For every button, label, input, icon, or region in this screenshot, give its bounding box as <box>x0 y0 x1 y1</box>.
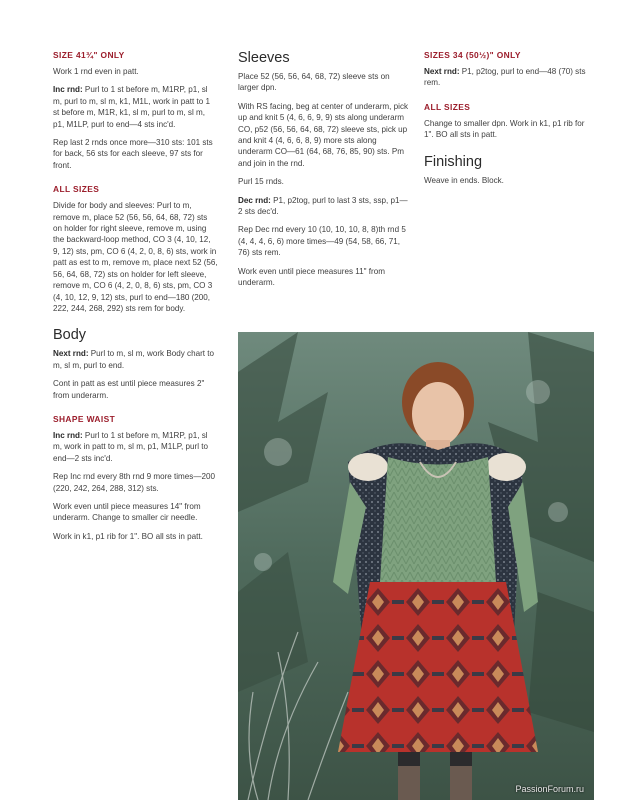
waist-paragraph-2: Rep Inc rnd every 8th rnd 9 more times—200 (220, 242, 264, 288, 312) sts. <box>53 472 215 493</box>
sleeves-paragraph-2: With RS facing, beg at center of underarm, pick up and knit 5 (4, 6, 6, 9, 9) sts along underarm CO, p52 (56, 56, 64, 68, 72) sleeve sts, pick up and knit 4 (4, 6, 6, 8, 9) more sts along underarm CO—61 (64, 68, 76, 85, 90) sts. Pm and join in the rnd. <box>238 101 409 168</box>
waist-inc-rnd-text: Purl to 1 st before m, M1RP, p1, sl m, work in patt to m, sl m, p1, M1LP, purl to end—2 sts inc'd. <box>53 430 209 463</box>
size-34-paragraph <box>424 66 594 89</box>
dec-rnd-text: P1, p2tog, purl to last 3 sts, ssp, p1—2 sts dec'd. <box>238 195 408 217</box>
waist-inc-rnd-label: Inc rnd: <box>53 430 83 440</box>
sleeves-paragraph-1: Place 52 (56, 56, 64, 68, 72) sleeve sts on larger dpn. <box>238 72 390 93</box>
size-41-paragraph-3: Rep last 2 rnds once more—310 sts: 101 sts for back, 56 sts for each sleeve, 97 sts for front. <box>53 138 213 170</box>
text-column-right <box>424 50 594 193</box>
finishing-heading: Finishing <box>424 153 483 170</box>
size-34-heading: SIZES 34 (50½)" ONLY <box>424 50 521 60</box>
dec-rnd-label: Dec rnd: <box>238 195 271 205</box>
text-column-left <box>53 50 218 549</box>
body-paragraph-1 <box>53 348 218 371</box>
size-41-heading: SIZE 41¾" ONLY <box>53 50 125 60</box>
waist-paragraph-3: Work even until piece measures 14" from underarm. Change to smaller cir needle. <box>53 501 201 523</box>
model-photo-illustration <box>238 332 594 800</box>
sleeves-paragraph-3: Purl 15 rnds. <box>238 177 284 187</box>
next-rnd-text: Purl to m, sl m, work Body chart to m, sl m, purl to end. <box>53 349 215 370</box>
all-sizes-right-paragraph: Change to smaller dpn. Work in k1, p1 rib for 1". BO all sts in patt. <box>424 118 585 140</box>
next-rnd-label: Next rnd: <box>53 349 89 359</box>
inc-rnd-label: Inc rnd: <box>53 85 83 95</box>
all-sizes-heading-right: ALL SIZES <box>424 101 471 112</box>
size-34-next-rnd-label: Next rnd: <box>424 67 460 76</box>
watermark-text: PassionForum.ru <box>515 784 584 794</box>
waist-paragraph-4: Work in k1, p1 rib for 1". BO all sts in patt. <box>53 531 203 541</box>
size-41-paragraph-2 <box>53 84 218 130</box>
sleeves-paragraph-5: Rep Dec rnd every 10 (10, 10, 10, 8, 8)th rnd 5 (4, 4, 4, 6, 6) more times—49 (54, 58, 66, 71, 76) sts rem. <box>238 225 406 258</box>
size-34-next-rnd-text: P1, p2tog, purl to end—48 (70) sts rem. <box>424 67 586 88</box>
sleeves-heading: Sleeves <box>238 50 290 66</box>
body-heading: Body <box>53 327 87 344</box>
body-paragraph-2: Cont in patt as est until piece measures 2" from underarm. <box>53 379 205 400</box>
size-41-paragraph-1: Work 1 rnd even in patt. <box>53 67 139 76</box>
all-sizes-heading: ALL SIZES <box>53 184 100 195</box>
waist-paragraph-1 <box>53 430 218 464</box>
sleeves-paragraph-6: Work even until piece measures 11" from underarm. <box>238 266 385 288</box>
text-column-middle <box>238 50 410 296</box>
all-sizes-paragraph: Divide for body and sleeves: Purl to m, remove m, place 52 (56, 56, 64, 68, 72) sts on holder for right sleeve, remove m, using the backward-loop method, CO 3 (4, 10, 12, 9, 12) sts, pm, CO 6 (4, 2, 0, 8, 6) sts, work in patt as est to m, remove m, place next 52 (56, 56, 64, 68, 72) sts on holder for left sleeve, remove m, CO 6 (4, 2, 0, 8, 6) sts, pm, CO 3 (4, 10, 12, 9, 12) sts, purl to end—180 (200, 222, 244, 268, 292) sts rem for body. <box>53 201 218 313</box>
model-photo <box>238 332 594 800</box>
sleeves-paragraph-4 <box>238 195 410 218</box>
finishing-paragraph: Weave in ends. Block. <box>424 175 504 185</box>
inc-rnd-text: Purl to 1 st before m, M1RP, p1, sl m, purl to m, sl m, k1, M1L, work in patt to 1 st before m, M1R, k1, sl m, purl to m, sl m, p1, M1LP, purl to end—4 sts inc'd. <box>53 85 210 129</box>
shape-waist-heading: SHAPE WAIST <box>53 413 116 424</box>
